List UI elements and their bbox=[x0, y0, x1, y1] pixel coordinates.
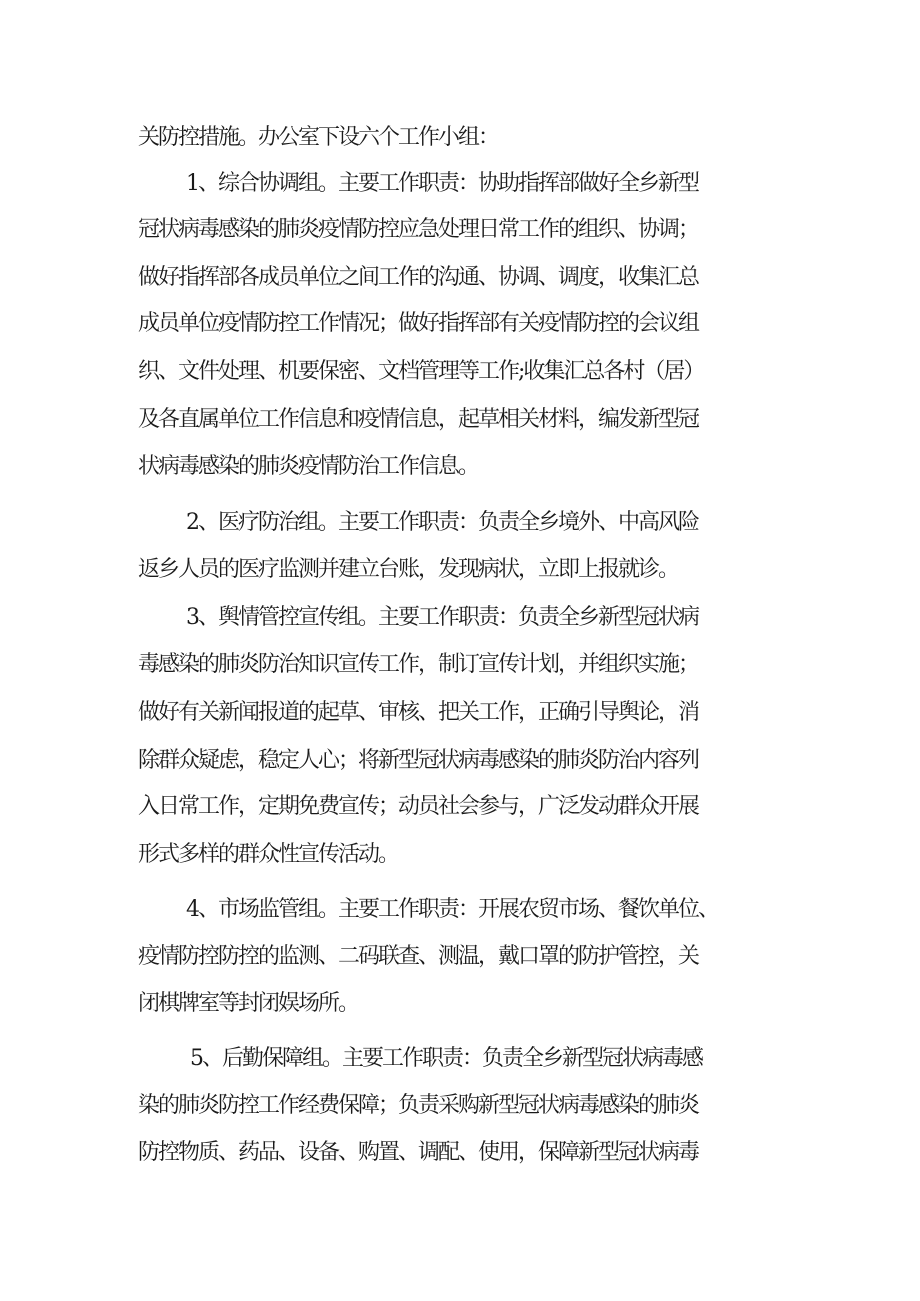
text-line: 关防控措施。办公室下设六个工作小组： bbox=[138, 125, 499, 150]
text-line: 冠状病毒感染的肺炎疫情防控应急处理日常工作的组织、协调； bbox=[138, 217, 699, 242]
text-line: 成员单位疫情防控工作情况；做好指挥部有关疫情防控的会议组 bbox=[138, 311, 699, 336]
text-line: 及各直属单位工作信息和疫情信息，起草相关材料，编发新型冠 bbox=[138, 407, 699, 432]
text-line: 形式多样的群众性宣传活动。 bbox=[138, 842, 399, 867]
text-line: 做好有关新闻报道的起草、审核、把关工作，正确引导舆论，消 bbox=[138, 700, 699, 725]
section-3-heading: 3、舆情管控宣传组。主要工作职责：负责全乡新型冠状病 bbox=[186, 605, 698, 630]
text-line: 返乡人员的医疗监测并建立台账，发现病状，立即上报就诊。 bbox=[138, 557, 679, 582]
section-5-heading: 5、后勤保障组。主要工作职责：负责全乡新型冠状病毒感 bbox=[190, 1046, 702, 1071]
text-line: 闭棋牌室等封闭娱场所。 bbox=[138, 991, 359, 1016]
text-line: 状病毒感染的肺炎疫情防治工作信息。 bbox=[138, 454, 479, 479]
section-4-heading: 4、市场监管组。主要工作职责：开展农贸市场、餐饮单位、 bbox=[186, 897, 718, 922]
text-line: 疫情防控防控的监测、二码联查、测温，戴口罩的防护管控，关 bbox=[138, 944, 699, 969]
text-line: 入日常工作，定期免费宣传；动员社会参与，广泛发动群众开展 bbox=[138, 794, 699, 819]
text-line: 做好指挥部各成员单位之间工作的沟通、协调、调度，收集汇总 bbox=[138, 265, 699, 290]
text-line: 防控物质、药品、设备、购置、调配、使用，保障新型冠状病毒 bbox=[138, 1140, 699, 1165]
section-2-heading: 2、医疗防治组。主要工作职责：负责全乡境外、中高风险 bbox=[186, 510, 698, 535]
text-line: 毒感染的肺炎防治知识宣传工作，制订宣传计划，并组织实施； bbox=[138, 652, 699, 677]
section-1-heading: 1、综合协调组。主要工作职责：协助指挥部做好全乡新型 bbox=[186, 171, 698, 196]
text-line: 染的肺炎防控工作经费保障；负责采购新型冠状病毒感染的肺炎 bbox=[138, 1093, 699, 1118]
text-line: 织、文件处理、机要保密、文档管理等工作;收集汇总各村（居） bbox=[138, 359, 704, 384]
text-line: 除群众疑虑，稳定人心；将新型冠状病毒感染的肺炎防治内容列 bbox=[138, 748, 699, 773]
